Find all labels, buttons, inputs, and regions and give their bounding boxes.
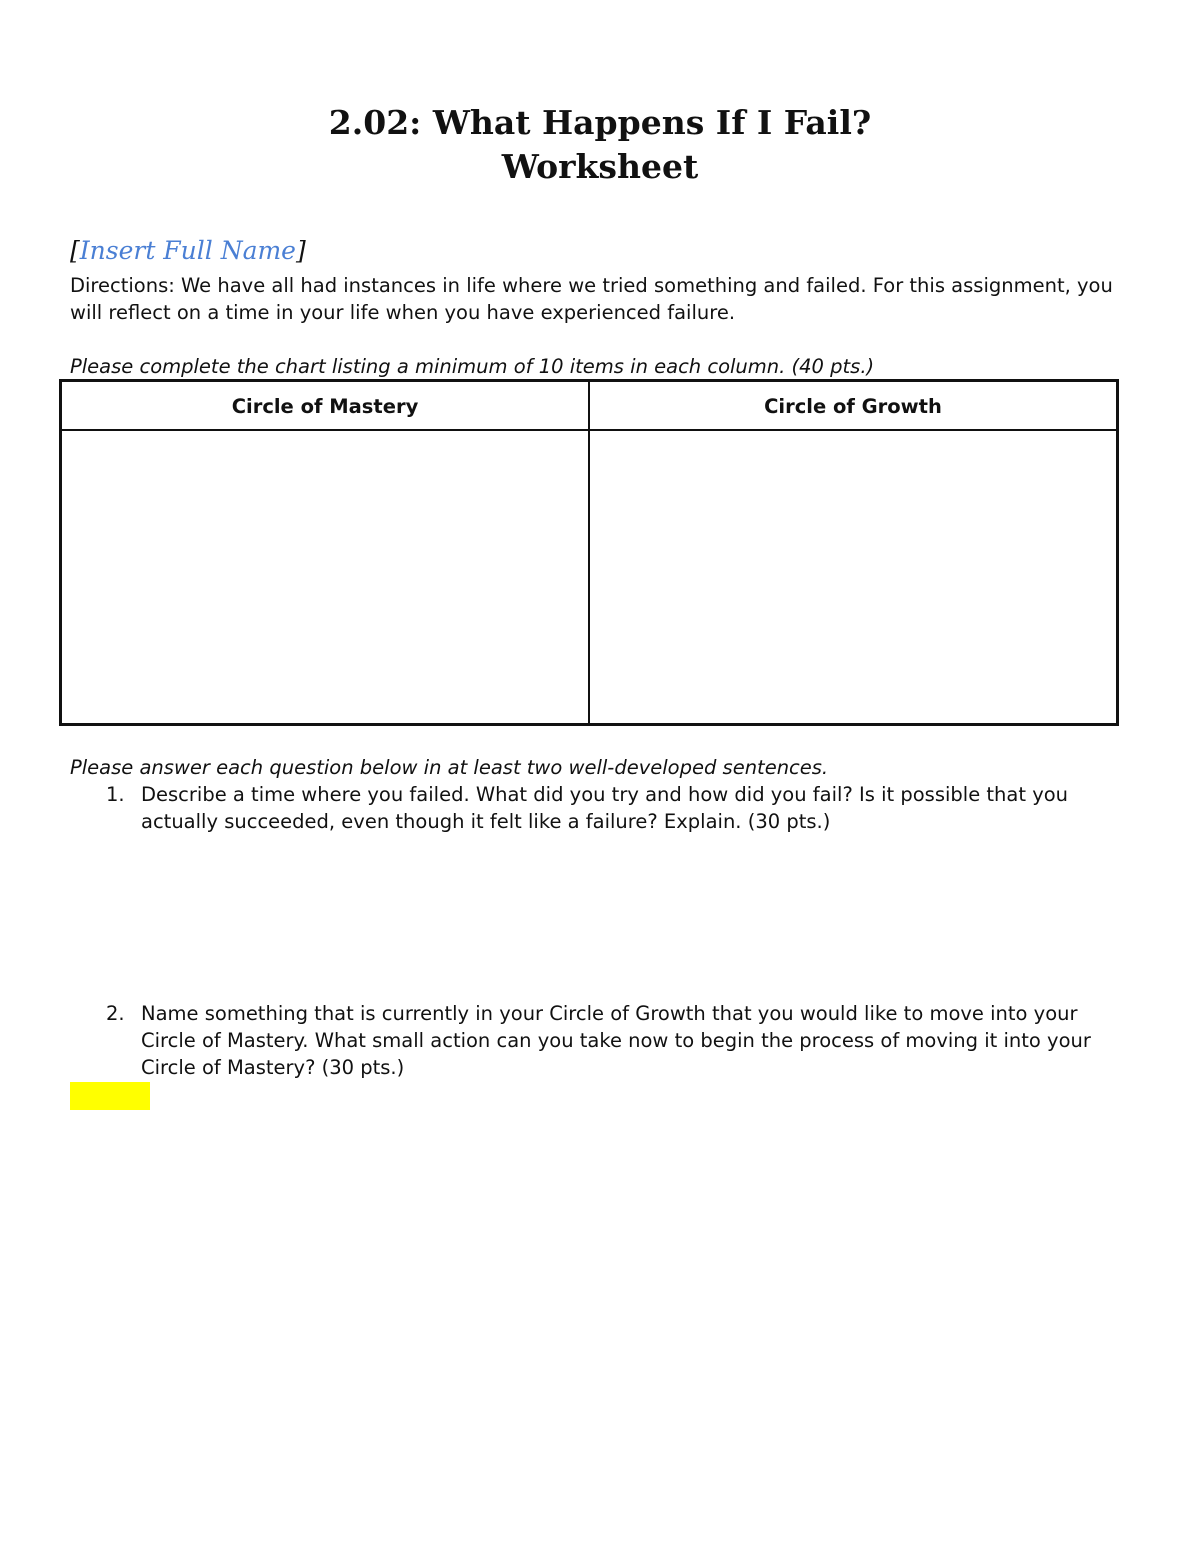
question-text: Describe a time where you failed. What did you try and how did you fail? Is it possible that you actually succeeded, even though it felt like a failure? Explain. (30 pts.)	[141, 783, 1069, 833]
growth-entry-cell[interactable]	[590, 431, 1116, 723]
name-placeholder: Insert Full Name	[79, 236, 296, 265]
directions-text: Directions: We have all had instances in life where we tried something and failed. For this assignment, you will reflect on a time in your life when you have experienced failure.	[70, 274, 1113, 324]
chart-header-growth: Circle of Growth	[764, 395, 942, 418]
question-number: 1.	[106, 783, 125, 806]
chart-header-mastery: Circle of Mastery	[231, 395, 419, 418]
question-text: Name something that is currently in your Circle of Growth that you would like to move into your Circle of Mastery. What small action can you take now to begin the process of moving it into your Circle of Mastery? (30 pts.)	[141, 1002, 1091, 1079]
chart-instructions: Please complete the chart listing a minimum of 10 items in each column. (40 pts.)	[70, 355, 875, 378]
name-close-bracket: ]	[295, 236, 306, 265]
mastery-entry-cell[interactable]	[62, 431, 588, 723]
questions-instructions: Please answer each question below in at least two well-developed sentences.	[70, 756, 829, 779]
answer-highlight-marker[interactable]	[70, 1082, 150, 1110]
full-name-field[interactable]	[70, 234, 306, 268]
circles-chart	[59, 379, 1119, 726]
page-subtitle: Worksheet	[501, 147, 699, 186]
question-number: 2.	[106, 1002, 125, 1025]
name-open-bracket: [	[70, 236, 80, 265]
page-title: 2.02: What Happens If I Fail?	[328, 103, 872, 142]
